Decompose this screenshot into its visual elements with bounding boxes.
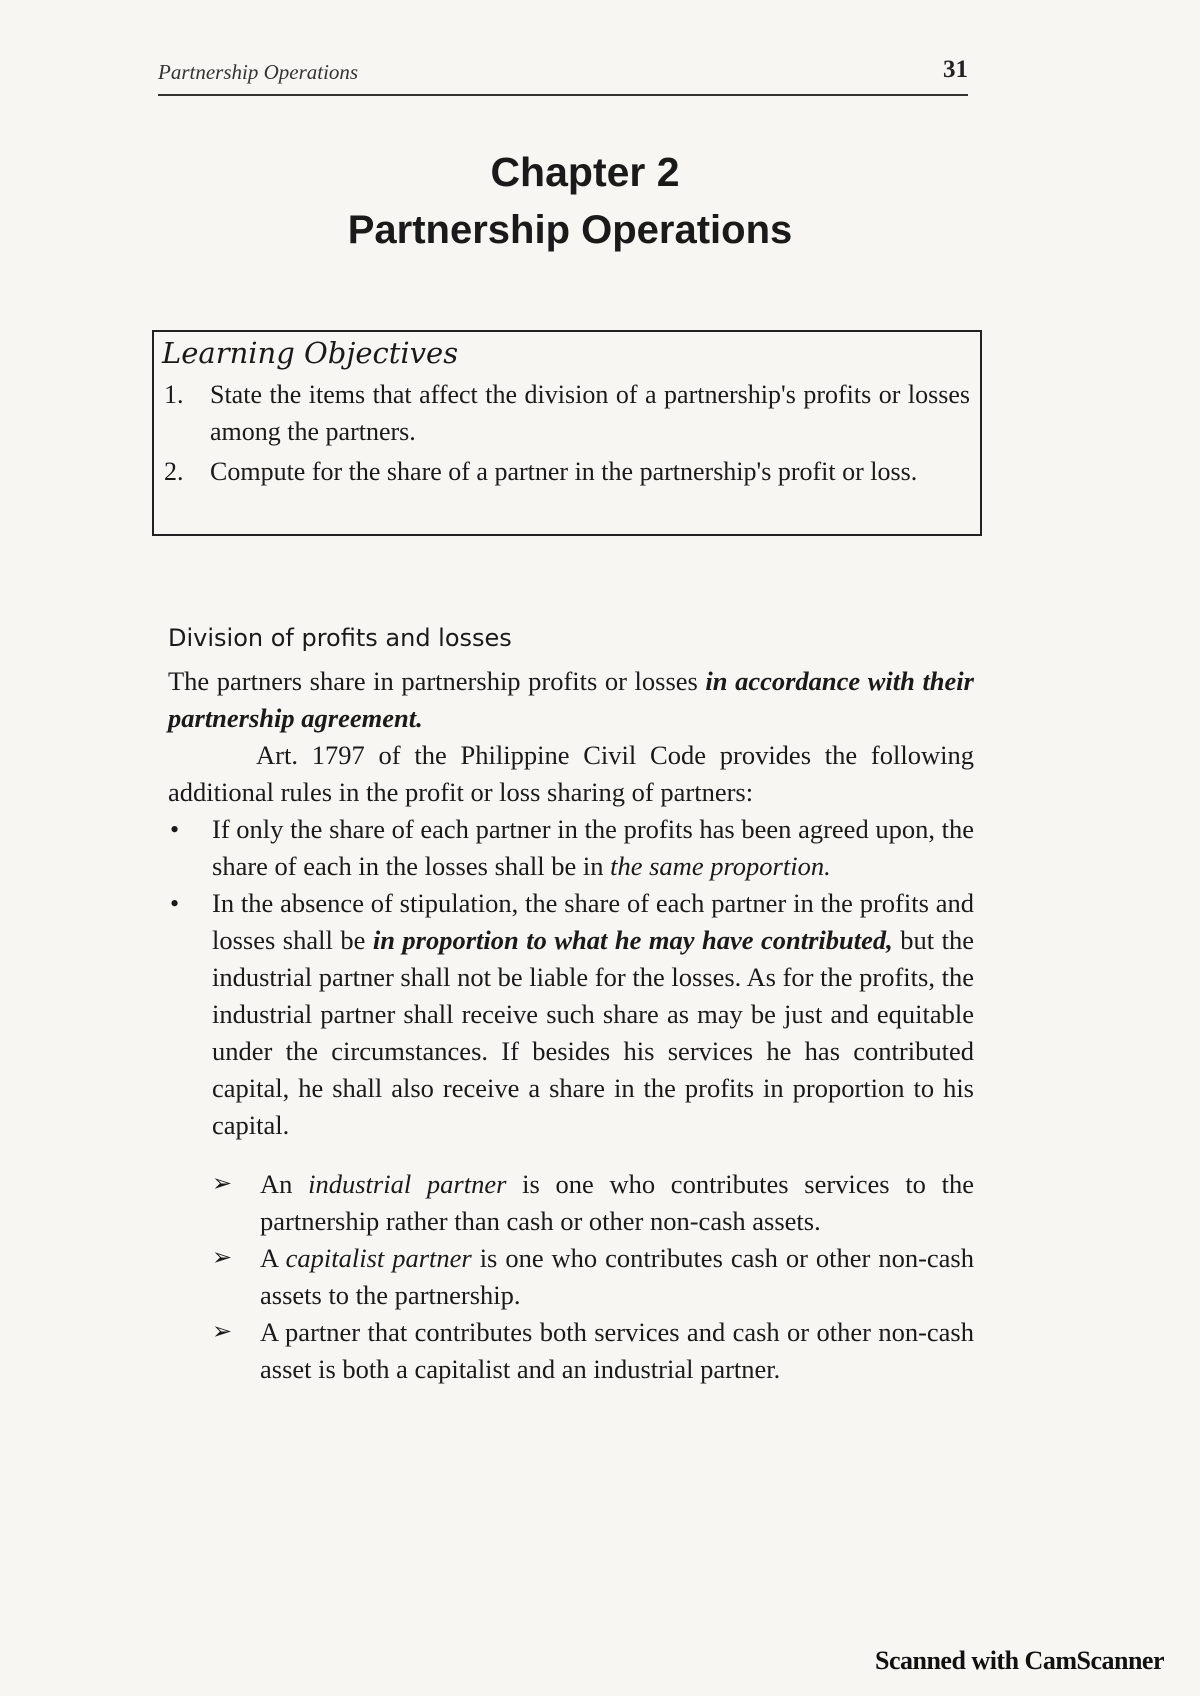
intro-paragraph [168, 663, 974, 737]
definition-text: An [260, 1169, 309, 1199]
rule-text: In the absence of stipulation, the share of each partner in the profits and losses shall be [212, 888, 974, 955]
objective-number: 1. [164, 380, 184, 409]
partner-definitions-list [168, 1166, 974, 1388]
definition-text: A [260, 1243, 286, 1273]
list-item [168, 885, 974, 1144]
definition-text: A partner that contributes both services and cash or other non-cash asset is both a capitalist and an industrial partner. [260, 1317, 974, 1384]
rule-emphasis: in proportion to what he may have contributed, [372, 925, 893, 955]
rule-text: If only the share of each partner in the profits has been agreed upon, the share of each in the losses shall be in [212, 814, 974, 881]
objective-number: 2. [164, 457, 184, 486]
rule-text-continued: but the industrial partner shall not be liable for the losses. As for the profits, the industrial partner shall receive such share as may be just and equitable under the circumstances. If besides his services he has contributed capital, he shall also receive a share in the profits in proportion to his capital. [212, 925, 974, 1140]
intro-text: The partners share in partnership profits or losses [168, 666, 706, 696]
rule-emphasis: the same proportion. [610, 851, 831, 881]
chapter-label: Chapter 2 [490, 149, 680, 195]
running-header-title: Partnership Operations [158, 60, 359, 84]
list-item [168, 1240, 974, 1314]
list-item [168, 1166, 974, 1240]
page-number: 31 [943, 56, 968, 83]
bullet-icon: • [170, 889, 180, 918]
learning-objectives-heading: Learning Objectives [162, 336, 459, 370]
arrow-bullet-icon: ➢ [212, 1245, 233, 1271]
rules-list [168, 811, 974, 1144]
objective-text: State the items that affect the division of a partnership's profits or losses among the partners. [210, 380, 970, 446]
chapter-heading [0, 145, 1200, 261]
list-item [168, 811, 974, 885]
definition-term: industrial partner [308, 1169, 507, 1199]
scanner-watermark: Scanned with CamScanner [875, 1646, 1164, 1675]
bullet-icon: • [170, 815, 180, 844]
definition-text: is one who contributes services to the partnership rather than cash or other non-cash assets. [260, 1169, 975, 1236]
definition-text: is one who contributes cash or other non-cash assets to the partnership. [260, 1243, 974, 1310]
main-content [168, 620, 974, 1388]
definition-term: capitalist partner [285, 1243, 472, 1273]
article-paragraph: Art. 1797 of the Philippine Civil Code provides the following additional rules in the profit or loss sharing of partners: [168, 740, 974, 807]
intro-emphasis: in accordance with their partnership agreement. [168, 666, 974, 733]
arrow-bullet-icon: ➢ [212, 1319, 233, 1345]
arrow-bullet-icon: ➢ [212, 1171, 233, 1197]
objective-text: Compute for the share of a partner in the partnership's profit or loss. [210, 457, 918, 486]
list-item [168, 1314, 974, 1388]
section-heading: Division of profits and losses [168, 624, 512, 652]
chapter-title: Partnership Operations [347, 208, 793, 252]
running-header [158, 52, 968, 96]
learning-objectives-box [152, 330, 982, 536]
